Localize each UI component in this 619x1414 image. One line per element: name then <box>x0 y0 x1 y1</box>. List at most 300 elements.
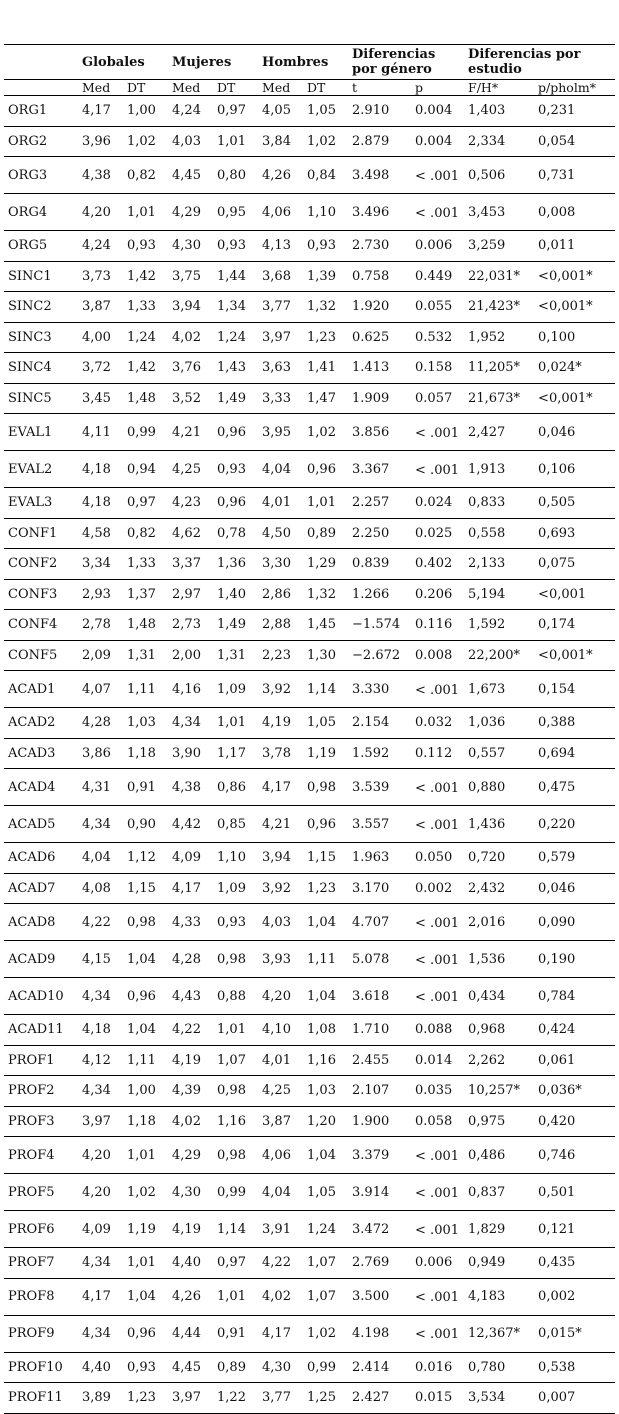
table-cell-f-h: 0,486 <box>464 1137 534 1174</box>
table-cell-globales-dt: 1,37 <box>123 579 168 610</box>
table-cell-t: −2.672 <box>348 640 411 671</box>
table-cell-mujeres-med: 4,43 <box>168 978 213 1015</box>
table-cell-f-h: 0,949 <box>464 1248 534 1279</box>
table-cell-globales-dt: 1,42 <box>123 261 168 292</box>
table-cell-t: 1.963 <box>348 843 411 874</box>
table-cell-t: 3.914 <box>348 1174 411 1211</box>
table-cell-t: 3.856 <box>348 414 411 451</box>
table-row <box>4 1383 615 1414</box>
table-cell-mujeres-dt: 0,97 <box>213 1248 258 1279</box>
table-row <box>4 488 615 519</box>
table-cell-f-h: 0,833 <box>464 488 534 519</box>
table-cell-hombres-med: 4,19 <box>258 708 303 739</box>
table-cell-mujeres-dt: 1,44 <box>213 261 258 292</box>
table-cell-globales-dt: 0,94 <box>123 451 168 488</box>
table-row <box>4 579 615 610</box>
table-cell-hombres-dt: 1,32 <box>303 292 348 323</box>
table-cell-f-h: 1,436 <box>464 806 534 843</box>
table-row <box>4 978 615 1015</box>
table-cell-hombres-med: 2,86 <box>258 579 303 610</box>
table-cell-globales-med: 4,34 <box>78 978 123 1015</box>
table-cell-mujeres-med: 3,76 <box>168 353 213 384</box>
table-cell-hombres-med: 4,17 <box>258 769 303 806</box>
table-cell-mujeres-med: 4,23 <box>168 488 213 519</box>
table-cell-hombres-dt: 1,05 <box>303 708 348 739</box>
row-label: PROF6 <box>4 1211 78 1248</box>
table-cell-f-h: 22,031* <box>464 261 534 292</box>
table-cell-hombres-med: 3,92 <box>258 671 303 708</box>
table-cell-mujeres-dt: 0,96 <box>213 488 258 519</box>
table-cell-t: 3.498 <box>348 157 411 194</box>
table-cell-p: < .001 <box>411 1137 464 1174</box>
table-cell-hombres-dt: 1,02 <box>303 1315 348 1352</box>
row-label: ACAD3 <box>4 738 78 769</box>
table-cell-t: 1.710 <box>348 1015 411 1046</box>
table-cell-mujeres-dt: 1,01 <box>213 1278 258 1315</box>
table-cell-hombres-dt: 0,96 <box>303 451 348 488</box>
row-label: PROF5 <box>4 1174 78 1211</box>
subheader-t: t <box>348 80 411 96</box>
table-cell-p-pholm: 0,435 <box>534 1248 615 1279</box>
table-cell-t: 3.500 <box>348 1278 411 1315</box>
table-cell-hombres-med: 4,06 <box>258 194 303 231</box>
table-cell-p: 0.158 <box>411 353 464 384</box>
table-row <box>4 1352 615 1383</box>
table-cell-globales-dt: 1,48 <box>123 383 168 414</box>
row-label: PROF11 <box>4 1383 78 1414</box>
table-cell-p: < .001 <box>411 941 464 978</box>
table-cell-globales-med: 4,08 <box>78 873 123 904</box>
table-cell-mujeres-med: 3,97 <box>168 1383 213 1414</box>
table-cell-p-pholm: 0,100 <box>534 322 615 353</box>
table-cell-p-pholm: 0,231 <box>534 96 615 127</box>
table-cell-f-h: 0,975 <box>464 1106 534 1137</box>
table-cell-hombres-med: 4,13 <box>258 231 303 262</box>
table-row <box>4 414 615 451</box>
table-cell-hombres-med: 3,68 <box>258 261 303 292</box>
table-cell-p: < .001 <box>411 1211 464 1248</box>
table-row <box>4 261 615 292</box>
table-cell-mujeres-dt: 1,40 <box>213 579 258 610</box>
table-cell-hombres-med: 4,01 <box>258 488 303 519</box>
table-cell-hombres-med: 3,97 <box>258 322 303 353</box>
table-cell-mujeres-med: 4,21 <box>168 414 213 451</box>
table-cell-mujeres-dt: 0,96 <box>213 414 258 451</box>
subheader-p: p <box>411 80 464 96</box>
table-cell-mujeres-med: 4,29 <box>168 194 213 231</box>
table-cell-mujeres-med: 4,40 <box>168 1248 213 1279</box>
table-cell-f-h: 4,183 <box>464 1278 534 1315</box>
table-cell-hombres-med: 3,63 <box>258 353 303 384</box>
table-cell-mujeres-med: 4,30 <box>168 231 213 262</box>
table-cell-mujeres-dt: 0,89 <box>213 1352 258 1383</box>
table-cell-t: 3.367 <box>348 451 411 488</box>
table-cell-mujeres-dt: 0,78 <box>213 518 258 549</box>
table-cell-hombres-med: 3,78 <box>258 738 303 769</box>
table-cell-t: 2.730 <box>348 231 411 262</box>
table-cell-hombres-dt: 1,16 <box>303 1045 348 1076</box>
table-cell-hombres-dt: 1,08 <box>303 1015 348 1046</box>
table-row <box>4 1045 615 1076</box>
table-cell-globales-dt: 0,99 <box>123 414 168 451</box>
table-cell-p-pholm: 0,075 <box>534 549 615 580</box>
table-row <box>4 1106 615 1137</box>
table-cell-mujeres-dt: 0,98 <box>213 941 258 978</box>
table-cell-globales-dt: 1,01 <box>123 194 168 231</box>
table-cell-f-h: 2,262 <box>464 1045 534 1076</box>
table-cell-mujeres-dt: 1,22 <box>213 1383 258 1414</box>
table-row <box>4 126 615 157</box>
row-label: EVAL2 <box>4 451 78 488</box>
table-cell-mujeres-dt: 0,85 <box>213 806 258 843</box>
table-cell-f-h: 2,432 <box>464 873 534 904</box>
table-cell-globales-med: 4,20 <box>78 1137 123 1174</box>
table-cell-p-pholm: 0,008 <box>534 194 615 231</box>
table-cell-mujeres-dt: 1,01 <box>213 708 258 739</box>
table-cell-hombres-med: 4,20 <box>258 978 303 1015</box>
table-cell-f-h: 12,367* <box>464 1315 534 1352</box>
subheader-mujeres-med: Med <box>168 80 213 96</box>
table-cell-globales-dt: 1,48 <box>123 610 168 641</box>
table-cell-f-h: 1,403 <box>464 96 534 127</box>
table-cell-p-pholm: 0,002 <box>534 1278 615 1315</box>
table-cell-mujeres-dt: 0,95 <box>213 194 258 231</box>
table-cell-mujeres-med: 4,44 <box>168 1315 213 1352</box>
table-cell-p-pholm: <0,001* <box>534 261 615 292</box>
table-cell-globales-dt: 1,18 <box>123 1106 168 1137</box>
table-cell-f-h: 22,200* <box>464 640 534 671</box>
table-cell-mujeres-med: 4,45 <box>168 157 213 194</box>
table-cell-t: 1.266 <box>348 579 411 610</box>
row-label: PROF4 <box>4 1137 78 1174</box>
table-cell-hombres-med: 3,30 <box>258 549 303 580</box>
table-cell-t: 0.839 <box>348 549 411 580</box>
table-cell-mujeres-med: 3,94 <box>168 292 213 323</box>
table-cell-globales-dt: 0,93 <box>123 231 168 262</box>
table-cell-mujeres-dt: 0,93 <box>213 231 258 262</box>
table-cell-globales-med: 4,18 <box>78 488 123 519</box>
table-cell-p-pholm: <0,001 <box>534 579 615 610</box>
table-cell-f-h: 0,506 <box>464 157 534 194</box>
table-cell-hombres-dt: 1,07 <box>303 1248 348 1279</box>
table-cell-p: 0.004 <box>411 126 464 157</box>
table-cell-mujeres-med: 4,19 <box>168 1045 213 1076</box>
table-cell-globales-dt: 0,96 <box>123 978 168 1015</box>
table-cell-f-h: 10,257* <box>464 1076 534 1107</box>
table-cell-t: 1.909 <box>348 383 411 414</box>
table-cell-p: < .001 <box>411 806 464 843</box>
row-label: PROF10 <box>4 1352 78 1383</box>
table-cell-globales-med: 4,31 <box>78 769 123 806</box>
table-cell-globales-med: 4,40 <box>78 1352 123 1383</box>
table-cell-globales-med: 3,97 <box>78 1106 123 1137</box>
table-cell-hombres-med: 4,04 <box>258 451 303 488</box>
table-cell-p: 0.006 <box>411 1248 464 1279</box>
table-row <box>4 231 615 262</box>
table-cell-f-h: 21,423* <box>464 292 534 323</box>
table-cell-mujeres-dt: 1,01 <box>213 1015 258 1046</box>
table-cell-hombres-dt: 1,19 <box>303 738 348 769</box>
table-cell-globales-dt: 1,15 <box>123 873 168 904</box>
table-cell-globales-med: 4,38 <box>78 157 123 194</box>
table-cell-hombres-dt: 1,47 <box>303 383 348 414</box>
table-cell-mujeres-dt: 0,98 <box>213 1076 258 1107</box>
table-cell-p-pholm: 0,579 <box>534 843 615 874</box>
table-cell-t: 3.496 <box>348 194 411 231</box>
row-label: PROF3 <box>4 1106 78 1137</box>
table-cell-globales-med: 4,58 <box>78 518 123 549</box>
table-cell-globales-med: 4,28 <box>78 708 123 739</box>
table-cell-globales-dt: 0,97 <box>123 488 168 519</box>
subheader-f-h: F/H* <box>464 80 534 96</box>
table-cell-hombres-med: 3,87 <box>258 1106 303 1137</box>
table-cell-hombres-dt: 1,05 <box>303 96 348 127</box>
table-cell-globales-med: 2,93 <box>78 579 123 610</box>
table-cell-mujeres-dt: 1,10 <box>213 843 258 874</box>
table-cell-mujeres-dt: 1,09 <box>213 671 258 708</box>
table-cell-mujeres-dt: 1,34 <box>213 292 258 323</box>
table-cell-hombres-dt: 1,04 <box>303 904 348 941</box>
table-cell-globales-dt: 1,04 <box>123 941 168 978</box>
table-cell-p: < .001 <box>411 769 464 806</box>
table-cell-hombres-med: 3,95 <box>258 414 303 451</box>
row-label: SINC1 <box>4 261 78 292</box>
table-cell-mujeres-med: 4,33 <box>168 904 213 941</box>
table-cell-hombres-dt: 0,89 <box>303 518 348 549</box>
table-cell-hombres-dt: 1,32 <box>303 579 348 610</box>
row-label: CONF4 <box>4 610 78 641</box>
table-cell-hombres-dt: 1,04 <box>303 978 348 1015</box>
row-label: ACAD7 <box>4 873 78 904</box>
table-cell-t: 2.107 <box>348 1076 411 1107</box>
row-label: ACAD2 <box>4 708 78 739</box>
table-cell-globales-dt: 1,04 <box>123 1278 168 1315</box>
table-cell-p: 0.035 <box>411 1076 464 1107</box>
row-label: ORG1 <box>4 96 78 127</box>
table-cell-t: 0.758 <box>348 261 411 292</box>
row-label: EVAL1 <box>4 414 78 451</box>
row-label: PROF7 <box>4 1248 78 1279</box>
table-row <box>4 843 615 874</box>
table-cell-mujeres-med: 4,03 <box>168 126 213 157</box>
table-cell-f-h: 2,334 <box>464 126 534 157</box>
header-group-globales: Globales <box>78 45 168 80</box>
table-cell-globales-dt: 1,11 <box>123 1045 168 1076</box>
table-cell-globales-dt: 0,98 <box>123 904 168 941</box>
table-cell-f-h: 2,016 <box>464 904 534 941</box>
table-cell-f-h: 3,453 <box>464 194 534 231</box>
row-label: CONF5 <box>4 640 78 671</box>
table-cell-mujeres-dt: 0,93 <box>213 451 258 488</box>
table-cell-hombres-dt: 0,99 <box>303 1352 348 1383</box>
row-label: CONF2 <box>4 549 78 580</box>
table-cell-globales-dt: 0,82 <box>123 518 168 549</box>
table-row <box>4 806 615 843</box>
table-cell-p-pholm: 0,174 <box>534 610 615 641</box>
table-cell-globales-med: 4,07 <box>78 671 123 708</box>
table-cell-t: 3.472 <box>348 1211 411 1248</box>
table-row <box>4 451 615 488</box>
row-label: ACAD11 <box>4 1015 78 1046</box>
table-row <box>4 157 615 194</box>
table-cell-p: 0.402 <box>411 549 464 580</box>
table-cell-mujeres-med: 3,37 <box>168 549 213 580</box>
table-cell-t: 3.170 <box>348 873 411 904</box>
row-label: SINC4 <box>4 353 78 384</box>
table-cell-hombres-dt: 1,45 <box>303 610 348 641</box>
table-cell-mujeres-med: 3,75 <box>168 261 213 292</box>
table-cell-globales-med: 4,11 <box>78 414 123 451</box>
table-cell-f-h: 2,133 <box>464 549 534 580</box>
table-cell-globales-med: 3,87 <box>78 292 123 323</box>
table-row <box>4 708 615 739</box>
table-cell-hombres-med: 4,30 <box>258 1352 303 1383</box>
table-cell-globales-med: 3,73 <box>78 261 123 292</box>
table-row <box>4 1315 615 1352</box>
table-body <box>4 96 615 1414</box>
table-cell-p-pholm: 0,693 <box>534 518 615 549</box>
table-cell-t: 5.078 <box>348 941 411 978</box>
table-cell-p: 0.006 <box>411 231 464 262</box>
table-cell-mujeres-med: 4,45 <box>168 1352 213 1383</box>
table-cell-mujeres-dt: 1,14 <box>213 1211 258 1248</box>
row-label: PROF8 <box>4 1278 78 1315</box>
table-cell-p-pholm: 0,121 <box>534 1211 615 1248</box>
table-cell-globales-med: 3,89 <box>78 1383 123 1414</box>
table-cell-f-h: 3,259 <box>464 231 534 262</box>
table-cell-mujeres-dt: 0,91 <box>213 1315 258 1352</box>
table-cell-hombres-med: 3,94 <box>258 843 303 874</box>
table-cell-p: < .001 <box>411 414 464 451</box>
table-cell-t: 0.625 <box>348 322 411 353</box>
table-cell-t: 3.557 <box>348 806 411 843</box>
table-cell-f-h: 0,780 <box>464 1352 534 1383</box>
table-cell-f-h: 1,592 <box>464 610 534 641</box>
table-row <box>4 1076 615 1107</box>
table-cell-mujeres-med: 3,90 <box>168 738 213 769</box>
row-label: ORG2 <box>4 126 78 157</box>
header-group-mujeres: Mujeres <box>168 45 258 80</box>
table-cell-f-h: 0,968 <box>464 1015 534 1046</box>
table-cell-f-h: 21,673* <box>464 383 534 414</box>
row-label: ACAD9 <box>4 941 78 978</box>
table-cell-hombres-med: 3,91 <box>258 1211 303 1248</box>
table-cell-p-pholm: 0,036* <box>534 1076 615 1107</box>
table-cell-hombres-med: 3,84 <box>258 126 303 157</box>
stats-table <box>4 44 615 1414</box>
table-row <box>4 194 615 231</box>
table-row <box>4 873 615 904</box>
table-cell-hombres-dt: 0,84 <box>303 157 348 194</box>
table-cell-p: < .001 <box>411 194 464 231</box>
table-cell-globales-med: 3,96 <box>78 126 123 157</box>
table-cell-p: 0.024 <box>411 488 464 519</box>
table-cell-hombres-dt: 1,20 <box>303 1106 348 1137</box>
table-cell-mujeres-med: 4,02 <box>168 1106 213 1137</box>
table-cell-f-h: 3,534 <box>464 1383 534 1414</box>
subheader-globales-dt: DT <box>123 80 168 96</box>
row-label: ORG4 <box>4 194 78 231</box>
table-cell-p: 0.025 <box>411 518 464 549</box>
table-cell-f-h: 0,434 <box>464 978 534 1015</box>
table-cell-f-h: 0,837 <box>464 1174 534 1211</box>
table-cell-mujeres-med: 4,17 <box>168 873 213 904</box>
table-row <box>4 292 615 323</box>
table-cell-p-pholm: <0,001* <box>534 640 615 671</box>
table-cell-globales-dt: 0,91 <box>123 769 168 806</box>
table-cell-globales-dt: 1,42 <box>123 353 168 384</box>
table-cell-p-pholm: 0,420 <box>534 1106 615 1137</box>
table-cell-hombres-med: 4,02 <box>258 1278 303 1315</box>
table-cell-mujeres-dt: 0,97 <box>213 96 258 127</box>
table-cell-p: 0.004 <box>411 96 464 127</box>
table-cell-mujeres-dt: 1,36 <box>213 549 258 580</box>
table-cell-hombres-med: 2,23 <box>258 640 303 671</box>
table-row <box>4 610 615 641</box>
table-cell-t: 2.414 <box>348 1352 411 1383</box>
table-cell-f-h: 1,673 <box>464 671 534 708</box>
table-cell-p-pholm: 0,501 <box>534 1174 615 1211</box>
table-cell-mujeres-dt: 1,49 <box>213 610 258 641</box>
table-cell-p: 0.055 <box>411 292 464 323</box>
table-cell-hombres-med: 3,93 <box>258 941 303 978</box>
subheader-globales-med: Med <box>78 80 123 96</box>
table-cell-globales-dt: 1,00 <box>123 96 168 127</box>
table-cell-p-pholm: 0,784 <box>534 978 615 1015</box>
table-cell-mujeres-med: 4,09 <box>168 843 213 874</box>
table-cell-f-h: 0,557 <box>464 738 534 769</box>
table-cell-hombres-dt: 1,15 <box>303 843 348 874</box>
table-cell-p-pholm: 0,190 <box>534 941 615 978</box>
table-cell-t: 3.330 <box>348 671 411 708</box>
table-cell-globales-dt: 1,33 <box>123 292 168 323</box>
table-cell-t: 1.900 <box>348 1106 411 1137</box>
table-cell-p-pholm: 0,011 <box>534 231 615 262</box>
table-cell-mujeres-med: 4,30 <box>168 1174 213 1211</box>
row-label: ACAD8 <box>4 904 78 941</box>
table-cell-p-pholm: 0,694 <box>534 738 615 769</box>
table-cell-globales-med: 3,86 <box>78 738 123 769</box>
table-cell-p-pholm: 0,731 <box>534 157 615 194</box>
table-cell-t: 4.198 <box>348 1315 411 1352</box>
row-label: CONF1 <box>4 518 78 549</box>
table-cell-p: 0.014 <box>411 1045 464 1076</box>
table-cell-t: 2.250 <box>348 518 411 549</box>
table-cell-globales-med: 3,34 <box>78 549 123 580</box>
table-cell-p: 0.057 <box>411 383 464 414</box>
header-group-blank <box>4 45 78 80</box>
table-cell-mujeres-dt: 1,09 <box>213 873 258 904</box>
table-cell-hombres-dt: 1,23 <box>303 322 348 353</box>
table-cell-hombres-dt: 1,30 <box>303 640 348 671</box>
table-cell-globales-med: 4,22 <box>78 904 123 941</box>
table-cell-hombres-med: 3,92 <box>258 873 303 904</box>
row-label: PROF9 <box>4 1315 78 1352</box>
table-cell-p-pholm: <0,001* <box>534 383 615 414</box>
table-cell-p: < .001 <box>411 978 464 1015</box>
table-cell-hombres-dt: 1,01 <box>303 488 348 519</box>
table-cell-p: < .001 <box>411 157 464 194</box>
table-cell-globales-med: 3,45 <box>78 383 123 414</box>
table-cell-globales-med: 4,09 <box>78 1211 123 1248</box>
header-sub-row <box>4 80 615 96</box>
subheader-mujeres-dt: DT <box>213 80 258 96</box>
row-label: PROF1 <box>4 1045 78 1076</box>
table-row <box>4 904 615 941</box>
table-cell-p: 0.002 <box>411 873 464 904</box>
table-cell-t: 2.769 <box>348 1248 411 1279</box>
row-label: ACAD5 <box>4 806 78 843</box>
